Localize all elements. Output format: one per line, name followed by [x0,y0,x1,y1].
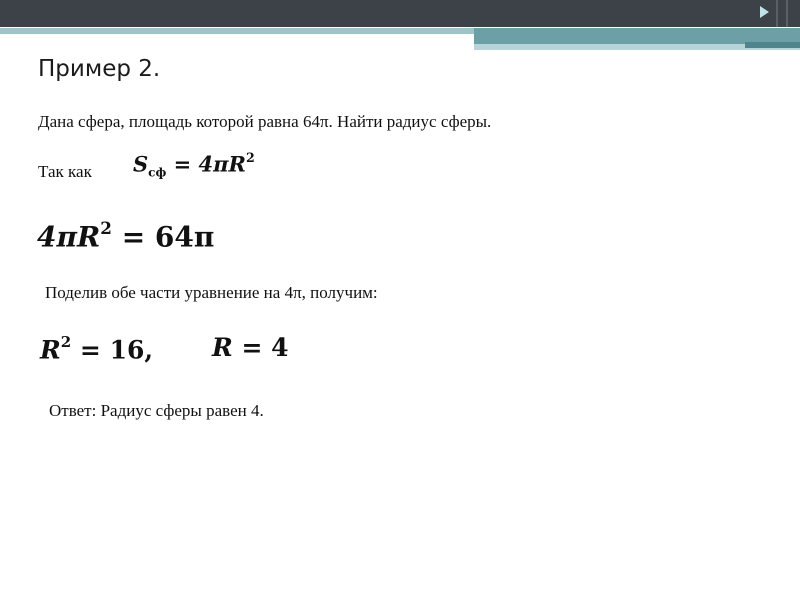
r-squared-r: R [40,335,61,365]
equation-rhs: = 64π [111,220,215,254]
answer-line: Ответ: Радиус сферы равен 4. [49,401,264,420]
formula-rhs: = 4π [173,151,229,177]
header-stripe [786,0,788,27]
formula-subscript: сф [148,165,167,180]
area-equation [37,218,214,254]
equation-lhs: 4π [37,220,77,254]
equation-exponent: 2 [100,218,112,238]
radius-result [212,333,289,362]
r-squared-rhs: = 16, [71,335,154,365]
formula-r: R [228,151,246,177]
header-accent-strip [745,42,800,48]
since-label: Так как [38,162,92,181]
r-squared-result [40,333,153,364]
equation-r: R [76,220,101,254]
formula-s: S [133,151,149,177]
header-arrow-icon [760,6,769,18]
r-squared-exponent: 2 [60,333,72,351]
slide-title: Пример 2. [38,56,161,82]
header-dark-bar [0,0,800,27]
problem-statement: Дана сфера, площадь которой равна 64π. Найти радиус сферы. [38,112,492,131]
radius-r: R [212,333,233,362]
divide-step: Поделив обе части уравнение на 4π, получим: [45,283,378,302]
formula-exponent: 2 [245,150,255,165]
sphere-area-formula [133,150,255,179]
radius-rhs: = 4 [232,333,289,362]
header-stripe [776,0,778,27]
header-teal-strip-left [0,28,474,34]
